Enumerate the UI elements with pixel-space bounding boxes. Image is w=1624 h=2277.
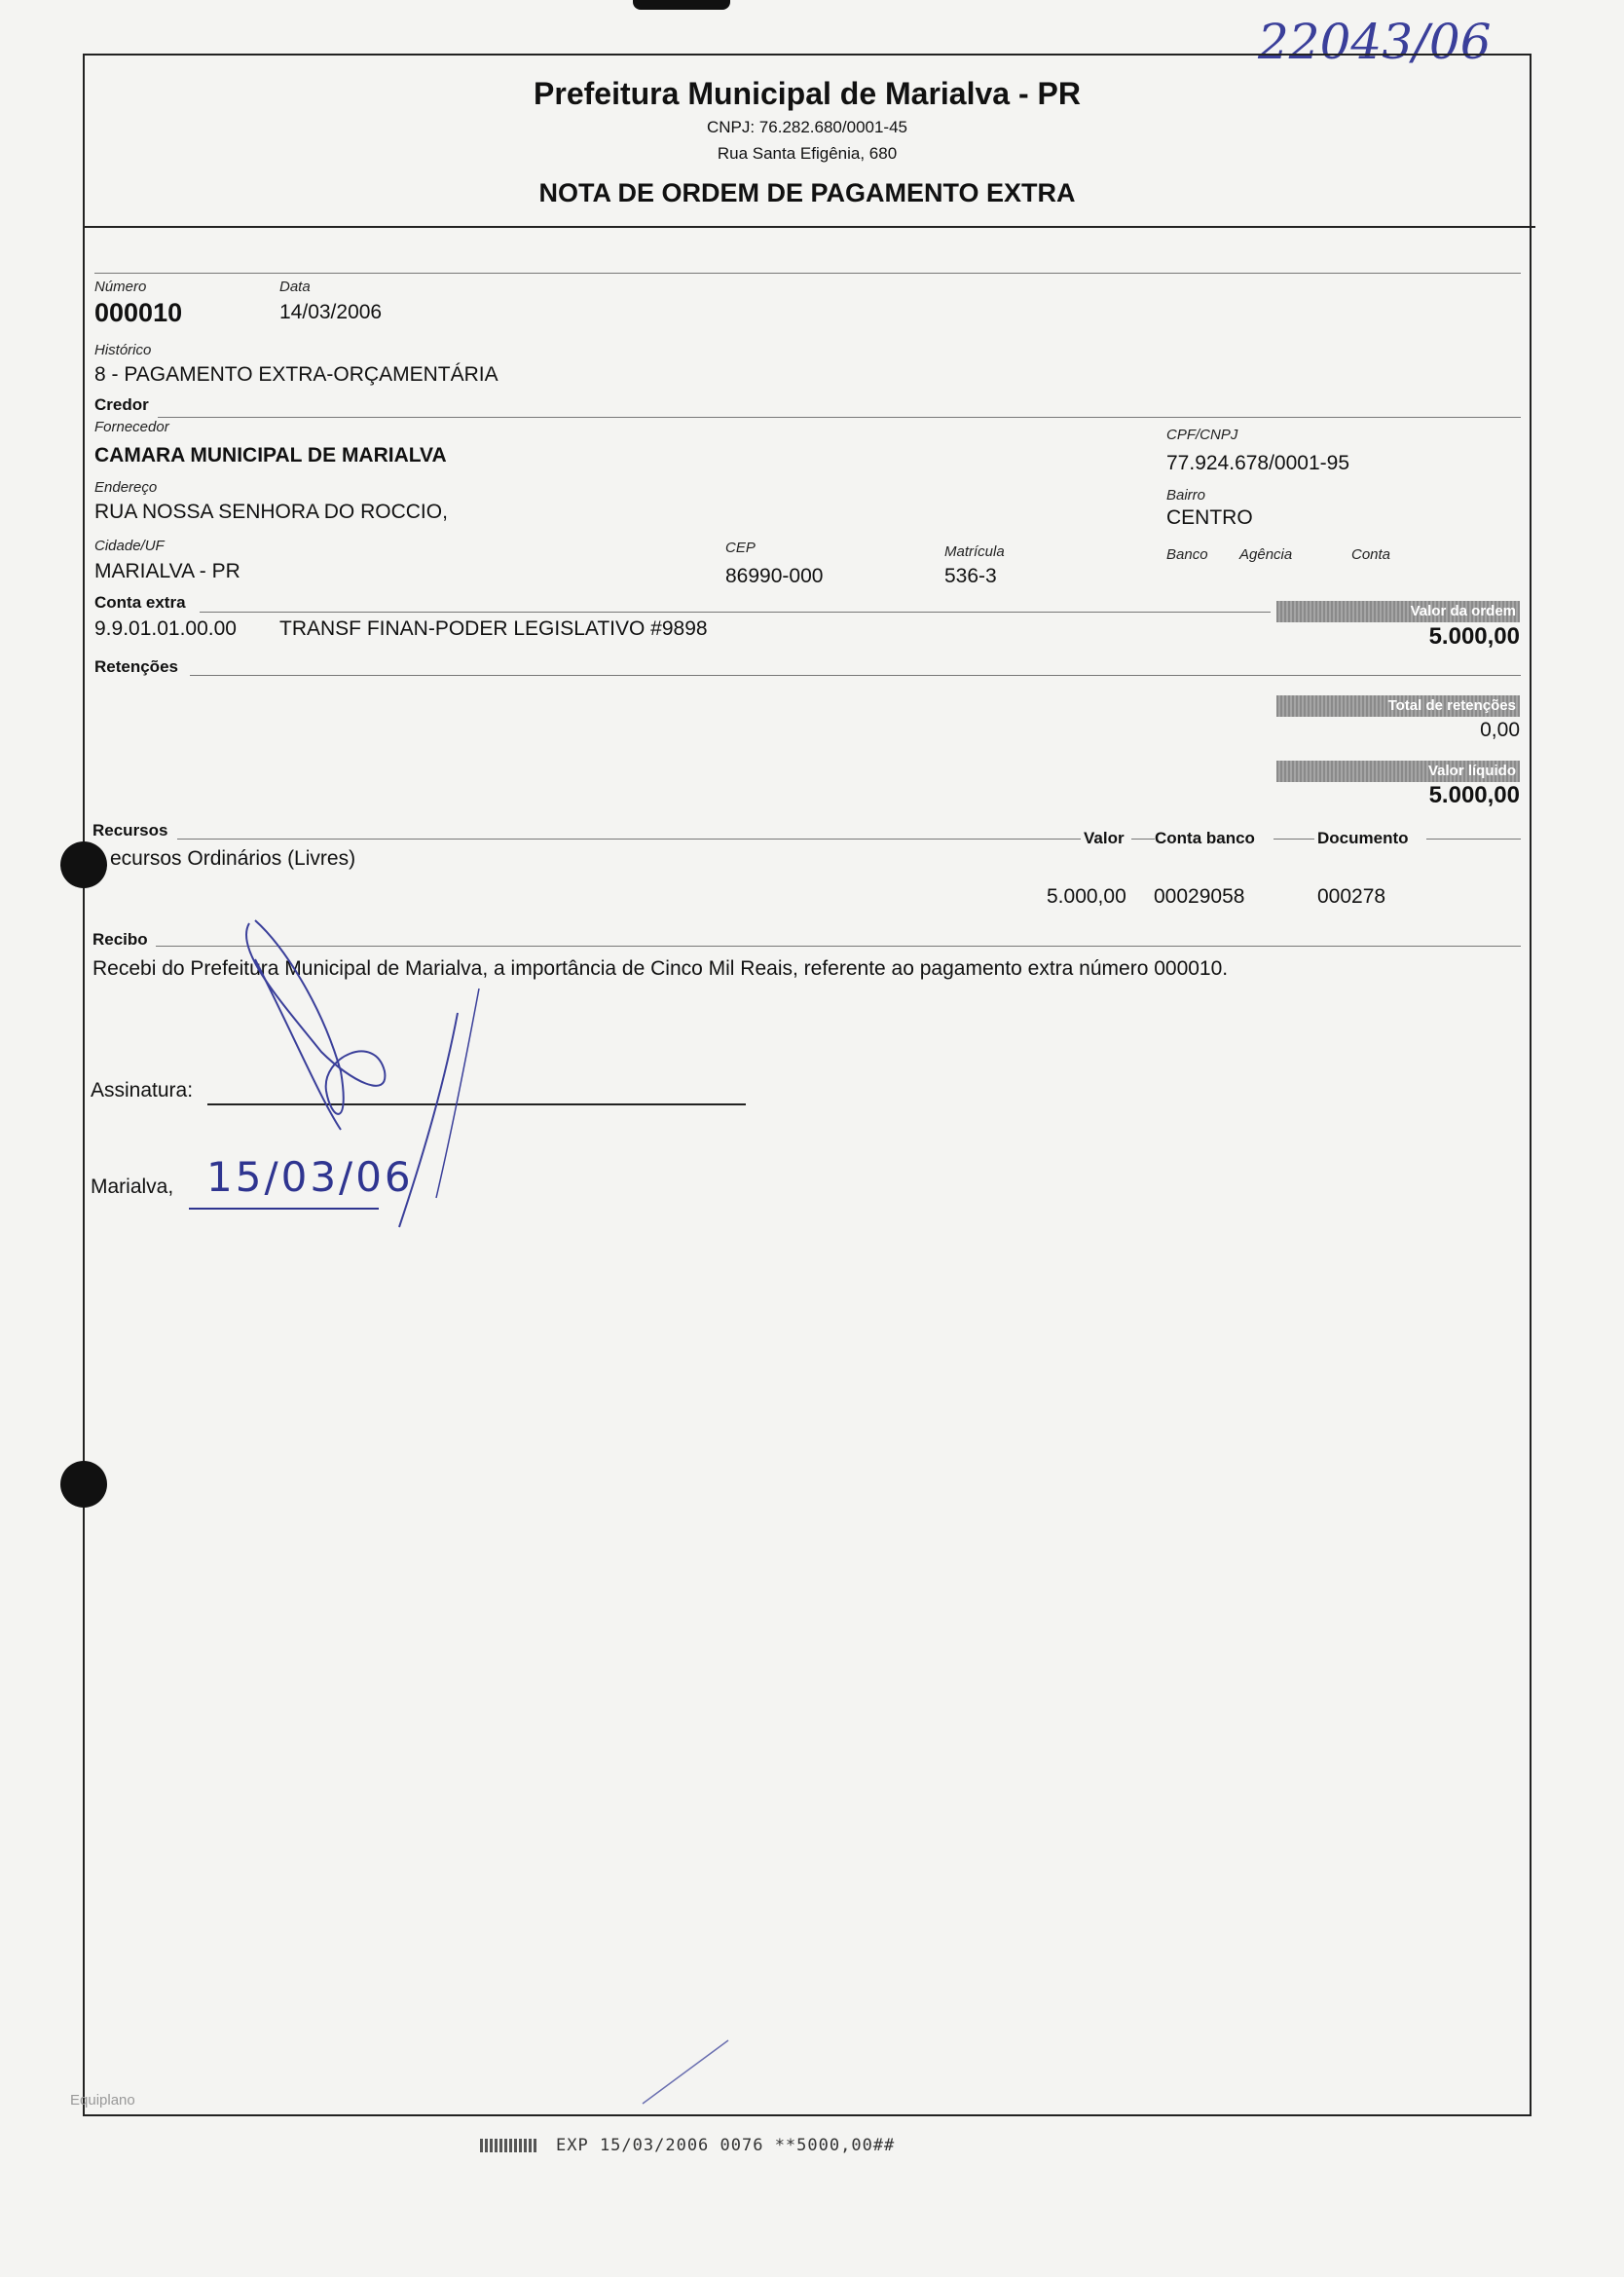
recursos-item: ecursos Ordinários (Livres) <box>110 847 356 870</box>
recursos-col-conta: Conta banco <box>1155 829 1255 847</box>
org-cnpj: CNPJ: 76.282.680/0001-45 <box>706 118 908 136</box>
handwritten-date: 15/03/06 <box>206 1153 414 1201</box>
agencia-label: Agência <box>1239 546 1293 563</box>
valor-liquido-value: 5.000,00 <box>1428 782 1520 808</box>
conta-extra-code: 9.9.01.01.00.00 <box>94 617 237 640</box>
cep-label: CEP <box>725 540 756 556</box>
cidade-label: Cidade/UF <box>94 538 165 554</box>
mechanical-stamp <box>480 2136 895 2155</box>
matricula-value: 536-3 <box>944 565 997 587</box>
conta-extra-section: Conta extra <box>94 593 186 612</box>
recursos-doc: 000278 <box>1317 885 1386 908</box>
numero-value: 000010 <box>94 298 183 327</box>
bairro-value: CENTRO <box>1166 506 1253 529</box>
credor-section: Credor <box>94 395 149 414</box>
local-label: Marialva, <box>91 1176 174 1198</box>
conta-label: Conta <box>1351 546 1391 563</box>
recursos-col-valor: Valor <box>1084 829 1125 847</box>
valor-liquido-label: Valor líquido <box>1276 761 1520 782</box>
org-address: Rua Santa Efigênia, 680 <box>717 144 898 163</box>
banco-label: Banco <box>1166 546 1208 563</box>
cidade-value: MARIALVA - PR <box>94 560 240 582</box>
endereco-label: Endereço <box>94 479 158 496</box>
numero-label: Número <box>94 279 147 295</box>
punch-hole-2 <box>60 1461 107 1508</box>
stamp-text: EXP 15/03/2006 0076 **5000,00## <box>556 2136 896 2155</box>
recursos-section: Recursos <box>92 821 168 840</box>
cpf-label: CPF/CNPJ <box>1166 427 1238 443</box>
handwritten-reference: 22043/06 <box>1258 14 1492 70</box>
data-value: 14/03/2006 <box>279 301 383 323</box>
historico-label: Histórico <box>94 342 152 358</box>
punch-hole-1 <box>60 841 107 888</box>
matricula-label: Matrícula <box>944 543 1005 560</box>
valor-ordem-label: Valor da ordem <box>1276 601 1520 622</box>
recursos-conta: 00029058 <box>1154 885 1245 908</box>
valor-ordem-value: 5.000,00 <box>1428 623 1520 650</box>
endereco-value: RUA NOSSA SENHORA DO ROCCIO, <box>94 501 448 523</box>
recursos-valor: 5.000,00 <box>1047 885 1126 908</box>
bairro-label: Bairro <box>1166 487 1206 504</box>
recibo-text: Recebi do Prefeitura Municipal de Marialva, a importância de Cinco Mil Reais, referente ao pagamento extra número 000010. <box>92 957 1229 980</box>
document-title: NOTA DE ORDEM DE PAGAMENTO EXTRA <box>538 178 1076 207</box>
equiplano-brand: Equiplano <box>70 2092 135 2109</box>
assinatura-label: Assinatura: <box>91 1079 194 1101</box>
cep-value: 86990-000 <box>725 565 824 587</box>
org-title: Prefeitura Municipal de Marialva - PR <box>534 76 1081 111</box>
retencoes-section: Retenções <box>94 657 178 676</box>
conta-extra-desc: TRANSF FINAN-PODER LEGISLATIVO #9898 <box>279 617 708 640</box>
total-retencoes-value: 0,00 <box>1480 719 1520 741</box>
fornecedor-label: Fornecedor <box>94 419 169 435</box>
data-label: Data <box>279 279 311 295</box>
total-retencoes-label: Total de retenções <box>1276 695 1520 717</box>
historico-value: 8 - PAGAMENTO EXTRA-ORÇAMENTÁRIA <box>94 363 498 386</box>
recibo-section: Recibo <box>92 930 148 949</box>
cpf-value: 77.924.678/0001-95 <box>1166 452 1350 474</box>
recursos-col-doc: Documento <box>1317 829 1409 847</box>
stamp-barcode-icon <box>480 2139 538 2152</box>
fornecedor-value: CAMARA MUNICIPAL DE MARIALVA <box>94 444 447 467</box>
